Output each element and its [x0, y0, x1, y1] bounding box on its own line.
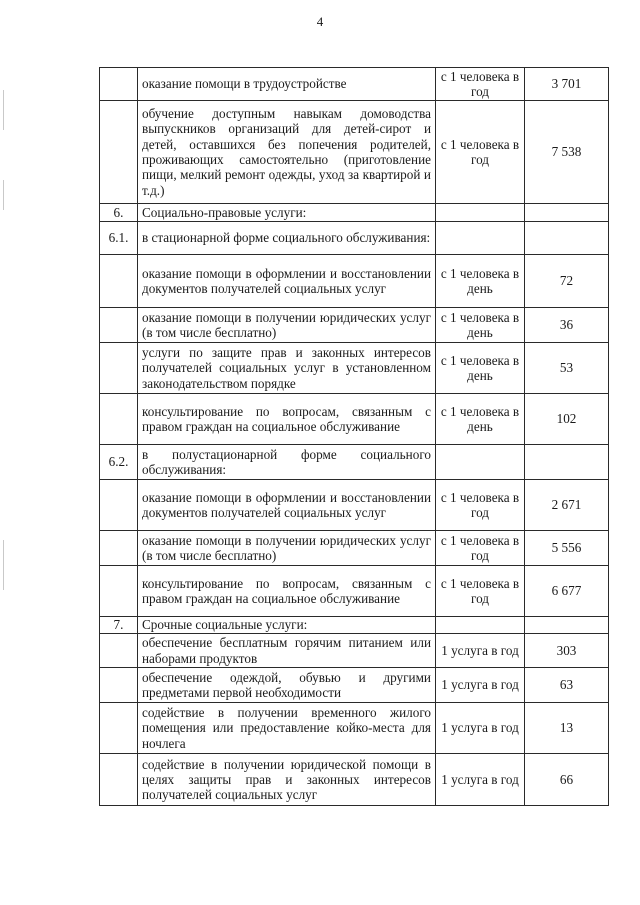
unit-cell: 1 услуга в год	[436, 668, 525, 703]
scan-margin-mark	[3, 90, 4, 130]
value-cell: 5 556	[525, 531, 609, 566]
row-number-cell	[100, 394, 138, 445]
row-number-cell	[100, 308, 138, 343]
value-cell: 2 671	[525, 480, 609, 531]
unit-cell: 1 услуга в год	[436, 703, 525, 754]
table-row	[100, 222, 609, 255]
service-description-cell: обеспечение одеждой, обувью и другими предметами первой необходимости	[138, 668, 436, 703]
row-number-cell	[100, 668, 138, 703]
value-cell: 3 701	[525, 68, 609, 101]
services-table-body	[100, 68, 609, 806]
table-row	[100, 531, 609, 566]
scan-margin-mark	[3, 540, 4, 590]
service-description-cell: оказание помощи в получении юридических услуг (в том числе бесплатно)	[138, 308, 436, 343]
value-cell: 72	[525, 255, 609, 308]
row-number-cell	[100, 754, 138, 806]
table-row	[100, 634, 609, 668]
service-description-cell: оказание помощи в получении юридических услуг (в том числе бесплатно)	[138, 531, 436, 566]
row-number-cell	[100, 634, 138, 668]
unit-cell: с 1 человека в день	[436, 255, 525, 308]
service-description-cell: содействие в получении временного жилого помещения или предоставление койко-места для ночлега	[138, 703, 436, 754]
row-number-cell	[100, 703, 138, 754]
table-row	[100, 68, 609, 101]
unit-cell: с 1 человека в год	[436, 566, 525, 617]
value-cell: 6 677	[525, 566, 609, 617]
value-cell: 53	[525, 343, 609, 394]
value-cell: 36	[525, 308, 609, 343]
table-row	[100, 101, 609, 204]
value-cell	[525, 445, 609, 480]
unit-cell: с 1 человека в год	[436, 68, 525, 101]
service-description-cell: содействие в получении юридической помощи в целях защиты прав и законных интересов получателей социальных услуг	[138, 754, 436, 806]
services-table	[99, 67, 609, 806]
value-cell: 63	[525, 668, 609, 703]
row-number-cell	[100, 343, 138, 394]
service-description-cell: консультирование по вопросам, связанным с правом граждан на социальное обслуживание	[138, 394, 436, 445]
service-description-cell: в полустационарной форме социального обслуживания:	[138, 445, 436, 480]
service-description-cell: оказание помощи в оформлении и восстановлении документов получателей социальных услуг	[138, 255, 436, 308]
table-row	[100, 480, 609, 531]
page-number: 4	[316, 14, 324, 29]
row-number-cell	[100, 566, 138, 617]
value-cell	[525, 222, 609, 255]
table-row	[100, 204, 609, 222]
unit-cell: с 1 человека в день	[436, 343, 525, 394]
row-number-cell	[100, 480, 138, 531]
service-description-cell: оказание помощи в оформлении и восстановлении документов получателей социальных услуг	[138, 480, 436, 531]
value-cell: 13	[525, 703, 609, 754]
service-description-cell: обучение доступным навыкам домоводства выпускников организаций для детей-сирот и детей, оставшихся без попечения родителей, проживающих самостоятельно (приготовление пищи, мелкий ремонт одежды, уход за квартирой и т.д.)	[138, 101, 436, 204]
service-description-cell: обеспечение бесплатным горячим питанием или наборами продуктов	[138, 634, 436, 668]
unit-cell	[436, 222, 525, 255]
value-cell: 303	[525, 634, 609, 668]
unit-cell	[436, 617, 525, 634]
service-description-cell: оказание помощи в трудоустройстве	[138, 68, 436, 101]
table-row	[100, 668, 609, 703]
service-description-cell: Социально-правовые услуги:	[138, 204, 436, 222]
unit-cell	[436, 445, 525, 480]
scan-margin-mark	[3, 180, 4, 210]
value-cell	[525, 617, 609, 634]
table-row	[100, 703, 609, 754]
service-description-cell: Срочные социальные услуги:	[138, 617, 436, 634]
unit-cell: с 1 человека в год	[436, 101, 525, 204]
service-description-cell: услуги по защите прав и законных интересов получателей социальных услуг в установленном законодательством порядке	[138, 343, 436, 394]
unit-cell: с 1 человека в год	[436, 531, 525, 566]
unit-cell: 1 услуга в год	[436, 754, 525, 806]
table-row	[100, 394, 609, 445]
unit-cell: с 1 человека в год	[436, 480, 525, 531]
row-number-cell: 6.2.	[100, 445, 138, 480]
unit-cell: с 1 человека в день	[436, 394, 525, 445]
table-row	[100, 445, 609, 480]
row-number-cell: 6.	[100, 204, 138, 222]
table-row	[100, 566, 609, 617]
row-number-cell: 6.1.	[100, 222, 138, 255]
table-row	[100, 308, 609, 343]
value-cell: 66	[525, 754, 609, 806]
table-row	[100, 255, 609, 308]
service-description-cell: в стационарной форме социального обслуживания:	[138, 222, 436, 255]
unit-cell: с 1 человека в день	[436, 308, 525, 343]
row-number-cell	[100, 101, 138, 204]
row-number-cell: 7.	[100, 617, 138, 634]
unit-cell: 1 услуга в год	[436, 634, 525, 668]
value-cell: 7 538	[525, 101, 609, 204]
row-number-cell	[100, 531, 138, 566]
unit-cell	[436, 204, 525, 222]
table-row	[100, 343, 609, 394]
row-number-cell	[100, 68, 138, 101]
table-row	[100, 617, 609, 634]
value-cell	[525, 204, 609, 222]
value-cell: 102	[525, 394, 609, 445]
row-number-cell	[100, 255, 138, 308]
service-description-cell: консультирование по вопросам, связанным с правом граждан на социальное обслуживание	[138, 566, 436, 617]
table-row	[100, 754, 609, 806]
